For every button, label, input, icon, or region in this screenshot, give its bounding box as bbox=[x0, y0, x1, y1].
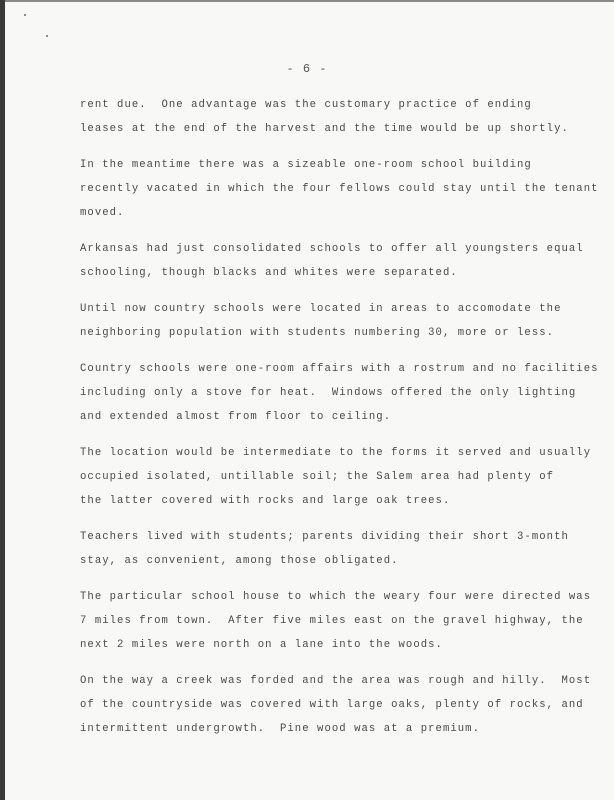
paragraph bbox=[80, 241, 600, 289]
text-line: Until now country schools were located in areas to accomodate the bbox=[80, 303, 562, 315]
text-line: The particular school house to which the weary four were directed was bbox=[80, 591, 592, 603]
paragraph bbox=[80, 97, 600, 145]
scan-top-edge bbox=[0, 0, 614, 2]
text-line: rent due. One advantage was the customary practice of ending bbox=[80, 99, 532, 111]
text-line: and extended almost from floor to ceiling. bbox=[80, 411, 392, 423]
text-line: recently vacated in which the four fellows could stay until the tenant bbox=[80, 183, 599, 195]
paragraph bbox=[80, 529, 600, 577]
body-text bbox=[80, 97, 600, 757]
text-line: moved. bbox=[80, 207, 125, 219]
text-line: Arkansas had just consolidated schools to offer all youngsters equal bbox=[80, 243, 584, 255]
text-line: next 2 miles were north on a lane into the woods. bbox=[80, 639, 443, 651]
text-line: of the countryside was covered with large oaks, plenty of rocks, and bbox=[80, 699, 584, 711]
paragraph bbox=[80, 301, 600, 349]
text-line: including only a stove for heat. Windows offered the only lighting bbox=[80, 387, 577, 399]
text-line: leases at the end of the harvest and the time would be up shortly. bbox=[80, 123, 569, 135]
text-line: In the meantime there was a sizeable one-room school building bbox=[80, 159, 532, 171]
text-line: stay, as convenient, among those obligated. bbox=[80, 555, 399, 567]
text-line: occupied isolated, untillable soil; the Salem area had plenty of bbox=[80, 471, 555, 483]
text-line: The location would be intermediate to the forms it served and usually bbox=[80, 447, 592, 459]
text-line: 7 miles from town. After five miles east on the gravel highway, the bbox=[80, 615, 584, 627]
text-line: neighboring population with students numbering 30, more or less. bbox=[80, 327, 555, 339]
text-line: On the way a creek was forded and the area was rough and hilly. Most bbox=[80, 675, 592, 687]
page-number: - 6 - bbox=[286, 62, 328, 76]
paragraph bbox=[80, 445, 600, 517]
text-line: Teachers lived with students; parents dividing their short 3-month bbox=[80, 531, 569, 543]
scan-left-edge bbox=[0, 0, 5, 800]
text-line: the latter covered with rocks and large oak trees. bbox=[80, 495, 451, 507]
text-line: Country schools were one-room affairs with a rostrum and no facilities bbox=[80, 363, 599, 375]
scan-speck bbox=[24, 14, 26, 16]
paragraph bbox=[80, 589, 600, 661]
paragraph bbox=[80, 361, 600, 433]
paragraph bbox=[80, 673, 600, 745]
scan-speck bbox=[46, 35, 48, 37]
paragraph bbox=[80, 157, 600, 229]
text-line: intermittent undergrowth. Pine wood was at a premium. bbox=[80, 723, 480, 735]
text-line: schooling, though blacks and whites were separated. bbox=[80, 267, 458, 279]
